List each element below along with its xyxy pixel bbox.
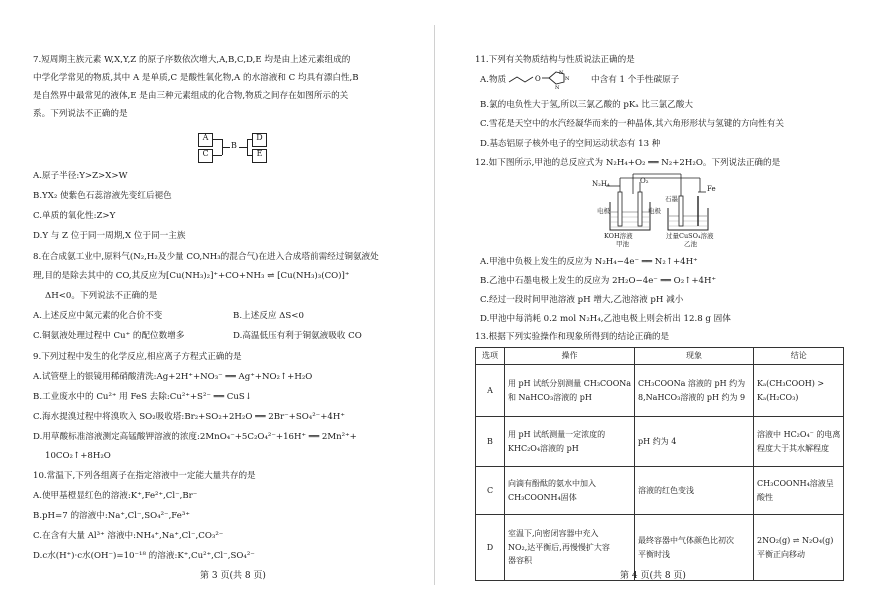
q11-option-c: C.雪花是天空中的水汽经凝华而来的一种晶体,其六角形形状与氢键的方向性有关 bbox=[480, 119, 784, 129]
q11-option-b: B.氯的电负性大于氢,所以三氯乙酸的 pKₐ 比三氯乙酸大 bbox=[480, 100, 693, 110]
label-graphite: 石墨 bbox=[665, 195, 678, 203]
cell-text: 和 NaHCO₃溶液的 pH bbox=[508, 392, 592, 402]
cell-text: Kₐ(H₂CO₃) bbox=[757, 392, 799, 402]
cell-text: 用 pH 试纸分别测量 CH₃COONa bbox=[508, 378, 632, 388]
row-option: D bbox=[476, 515, 505, 581]
diagram-link bbox=[212, 155, 222, 156]
cell-text: CH₃COONH₄固体 bbox=[508, 492, 577, 502]
q12-option-c: C.经过一段时间甲池溶液 pH 增大,乙池溶液 pH 减小 bbox=[480, 295, 684, 305]
cell-text: 用 pH 试纸测量一定浓度的 bbox=[508, 429, 606, 439]
label-fe: Fe bbox=[707, 185, 716, 193]
cell-text: CH₃COONH₄溶液呈 bbox=[757, 478, 834, 488]
cell-text: pH 约为 4 bbox=[638, 436, 677, 446]
cell-text: 程度大于其水解程度 bbox=[757, 443, 830, 453]
diagram-link bbox=[247, 155, 252, 156]
diagram-box-e: E bbox=[252, 149, 267, 163]
q10-option-a: A.使甲基橙显红色的溶液:K⁺,Fe²⁺,Cl⁻,Br⁻ bbox=[33, 491, 198, 501]
row-conclusion bbox=[754, 365, 844, 417]
label-electrode-left: 电极 bbox=[597, 207, 610, 215]
q9-stem: 9.下列过程中发生的化学反应,相应离子方程式正确的是 bbox=[33, 352, 242, 362]
q11-molecule-structure bbox=[507, 68, 589, 90]
page-footer-right: 第 4 页(共 8 页) bbox=[620, 571, 686, 581]
q12-option-b: B.乙池中石墨电极上发生的反应为 2H₂O−4e⁻ ══ O₂↑+4H⁺ bbox=[480, 276, 717, 286]
q8-option-b: B.上述反应 ΔS<0 bbox=[233, 311, 304, 321]
q12-stem: 12.如下图所示,甲池的总反应式为 N₂H₄+O₂ ══ N₂+2H₂O。下列说法正确的是 bbox=[475, 158, 781, 168]
cell-text: Kₐ(CH₃COOH) > bbox=[757, 378, 825, 388]
diagram-label-b: B bbox=[231, 141, 237, 150]
q8-stem-line-3: ΔH<0。下列说法不正确的是 bbox=[45, 291, 158, 301]
diagram-link bbox=[212, 139, 222, 140]
diagram-link bbox=[239, 147, 247, 148]
q10-option-b: B.pH=7 的溶液中:Na⁺,Cl⁻,SO₄²⁻,Fe³⁺ bbox=[33, 511, 190, 521]
cell-text: 向滴有酚酞的氨水中加入 bbox=[508, 478, 596, 488]
header-phenomenon: 现象 bbox=[635, 348, 754, 365]
diagram-link bbox=[247, 139, 252, 140]
q9-option-d-continued: 10CO₂↑+8H₂O bbox=[45, 451, 111, 461]
q8-stem-line-2: 理,目的是除去其中的 CO,其反应为[Cu(NH₃)₂]⁺+CO+NH₃ ⇌ [Cu(NH₃)₃(CO)]⁺ bbox=[33, 271, 350, 281]
diagram-box-c: C bbox=[198, 149, 213, 163]
row-operation bbox=[505, 467, 635, 515]
cell-text: 溶液的红色变浅 bbox=[638, 485, 695, 495]
cell-text: CH₃COONa 溶液的 pH 约为 bbox=[638, 378, 746, 388]
q10-option-c: C.在含有大量 Al³⁺ 溶液中:NH₄⁺,Na⁺,Cl⁻,CO₃²⁻ bbox=[33, 531, 224, 541]
label-pool-yi: 乙池 bbox=[684, 240, 697, 248]
svg-text:N: N bbox=[565, 76, 570, 82]
cell-text: 平衡时浅 bbox=[638, 549, 671, 559]
q7-stem-line-2: 中学化学常见的物质,其中 A 是单质,C 是酸性氧化物,A 的水溶液和 C 均具有漂白性,B bbox=[33, 73, 359, 83]
label-o2: O₂ bbox=[640, 177, 649, 185]
header-conclusion: 结论 bbox=[754, 348, 844, 365]
q9-option-d: D.用草酸标准溶液测定高锰酸钾溶液的浓度:2MnO₄⁻+5C₂O₄²⁻+16H⁺ ══ 2Mn²⁺+ bbox=[33, 432, 357, 442]
cell-text: KHC₂O₄溶液的 pH bbox=[508, 443, 579, 453]
q7-option-a: A.原子半径:Y>Z>X>W bbox=[33, 171, 128, 181]
q10-option-d: D.c水(H⁺)·c水(OH⁻)=10⁻¹⁸ 的溶液:K⁺,Cu²⁺,Cl⁻,SO₄²⁻ bbox=[33, 551, 255, 561]
diagram-box-a: A bbox=[198, 133, 213, 147]
q9-option-c: C.海水提溴过程中将溴吹入 SO₂吸收塔:Br₂+SO₂+2H₂O ══ 2Br⁻+SO₄²⁻+4H⁺ bbox=[33, 412, 345, 422]
q9-option-b: B.工业废水中的 Cu²⁺ 用 FeS 去除:Cu²⁺+S²⁻ ══ CuS↓ bbox=[33, 392, 252, 402]
table-row bbox=[476, 365, 844, 417]
q12-option-d: D.甲池中每消耗 0.2 mol N₂H₄,乙池电极上则会析出 12.8 g 固体 bbox=[480, 314, 731, 324]
q13-experiment-table bbox=[475, 347, 844, 581]
page-footer-left: 第 3 页(共 8 页) bbox=[200, 571, 266, 581]
svg-text:N: N bbox=[559, 70, 564, 76]
q9-option-a: A.试管壁上的银镜用稀硝酸清洗:Ag+2H⁺+NO₃⁻ ══ Ag⁺+NO₂↑+H₂O bbox=[33, 372, 313, 382]
svg-text:O: O bbox=[535, 75, 541, 83]
q7-stem-line-1: 7.短周期主族元素 W,X,Y,Z 的原子序数依次增大,A,B,C,D,E 均是由上述元素组成的 bbox=[33, 55, 351, 65]
row-option: B bbox=[476, 417, 505, 467]
q13-stem: 13.根据下列实验操作和现象所得到的结论正确的是 bbox=[475, 332, 670, 342]
table-row bbox=[476, 417, 844, 467]
cell-text: 器容积 bbox=[508, 556, 532, 566]
cell-text: 平衡正向移动 bbox=[757, 549, 806, 559]
q11-option-d: D.基态铝原子核外电子的空间运动状态有 13 种 bbox=[480, 139, 661, 149]
label-n2h4: N₂H₄ bbox=[592, 180, 610, 188]
label-cuso4-solution: 过量CuSO₄溶液 bbox=[666, 232, 714, 240]
q7-option-c: C.单质的氧化性:Z>Y bbox=[33, 211, 116, 221]
header-option: 选项 bbox=[476, 348, 505, 365]
q11-stem: 11.下列有关物质结构与性质说法正确的是 bbox=[475, 55, 635, 65]
row-operation bbox=[505, 515, 635, 581]
cell-text: 酸性 bbox=[757, 492, 774, 502]
row-option: C bbox=[476, 467, 505, 515]
cell-text: 8,NaHCO₃溶液的 pH 约为 9 bbox=[638, 392, 746, 402]
row-phenomenon bbox=[635, 467, 754, 515]
q8-option-d: D.高温低压有利于铜氨液吸收 CO bbox=[233, 331, 362, 341]
row-phenomenon bbox=[635, 417, 754, 467]
diagram-box-d: D bbox=[252, 133, 267, 147]
row-option: A bbox=[476, 365, 505, 417]
diagram-link bbox=[247, 139, 248, 155]
table-row bbox=[476, 467, 844, 515]
q8-option-c: C.铜氨液处理过程中 Cu⁺ 的配位数增多 bbox=[33, 331, 185, 341]
cell-text: 溶液中 HC₂O₄⁻ 的电离 bbox=[757, 429, 841, 439]
diagram-link bbox=[222, 147, 230, 148]
cell-text: 室温下,向密闭容器中充入 bbox=[508, 529, 599, 539]
q11-option-a-prefix: A.物质 bbox=[480, 75, 507, 85]
q7-stem-line-4: 系。下列说法不正确的是 bbox=[33, 109, 128, 119]
header-operation: 操作 bbox=[505, 348, 635, 365]
label-koh-solution: KOH溶液 bbox=[604, 232, 633, 240]
cell-text: NO₂,达平衡后,再慢慢扩大容 bbox=[508, 542, 610, 552]
cell-text: 2NO₂(g) ⇌ N₂O₄(g) bbox=[757, 535, 834, 545]
svg-text:N: N bbox=[555, 85, 560, 90]
row-operation bbox=[505, 417, 635, 467]
q8-stem-line-1: 8.在合成氨工业中,原料气(N₂,H₂及少量 CO,NH₃的混合气)在进入合成塔前需经过铜氨液处 bbox=[33, 252, 379, 262]
table-header-row bbox=[476, 348, 844, 365]
row-phenomenon bbox=[635, 365, 754, 417]
q12-option-a: A.甲池中负极上发生的反应为 N₂H₄−4e⁻ ══ N₂↑+4H⁺ bbox=[480, 257, 698, 267]
row-conclusion bbox=[754, 467, 844, 515]
q7-stem-line-3: 是自然界中最常见的液体,E 是由三种元素组成的化合物,物质之间存在如图所示的关 bbox=[33, 91, 349, 101]
q8-option-a: A.上述反应中氮元素的化合价不变 bbox=[33, 311, 163, 321]
q11-option-a-suffix: 中含有 1 个手性碳原子 bbox=[591, 75, 680, 85]
label-pool-jia: 甲池 bbox=[616, 240, 629, 248]
q7-option-b: B.YX₂ 使紫色石蕊溶液先变红后褪色 bbox=[33, 191, 172, 201]
row-operation bbox=[505, 365, 635, 417]
q10-stem: 10.常温下,下列各组离子在指定溶液中一定能大量共存的是 bbox=[33, 471, 256, 481]
q7-option-d: D.Y 与 Z 位于同一周期,X 位于同一主族 bbox=[33, 231, 186, 241]
cell-text: 最终容器中气体颜色比初次 bbox=[638, 535, 735, 545]
row-conclusion bbox=[754, 515, 844, 581]
row-conclusion bbox=[754, 417, 844, 467]
label-electrode-right: 电极 bbox=[648, 207, 661, 215]
